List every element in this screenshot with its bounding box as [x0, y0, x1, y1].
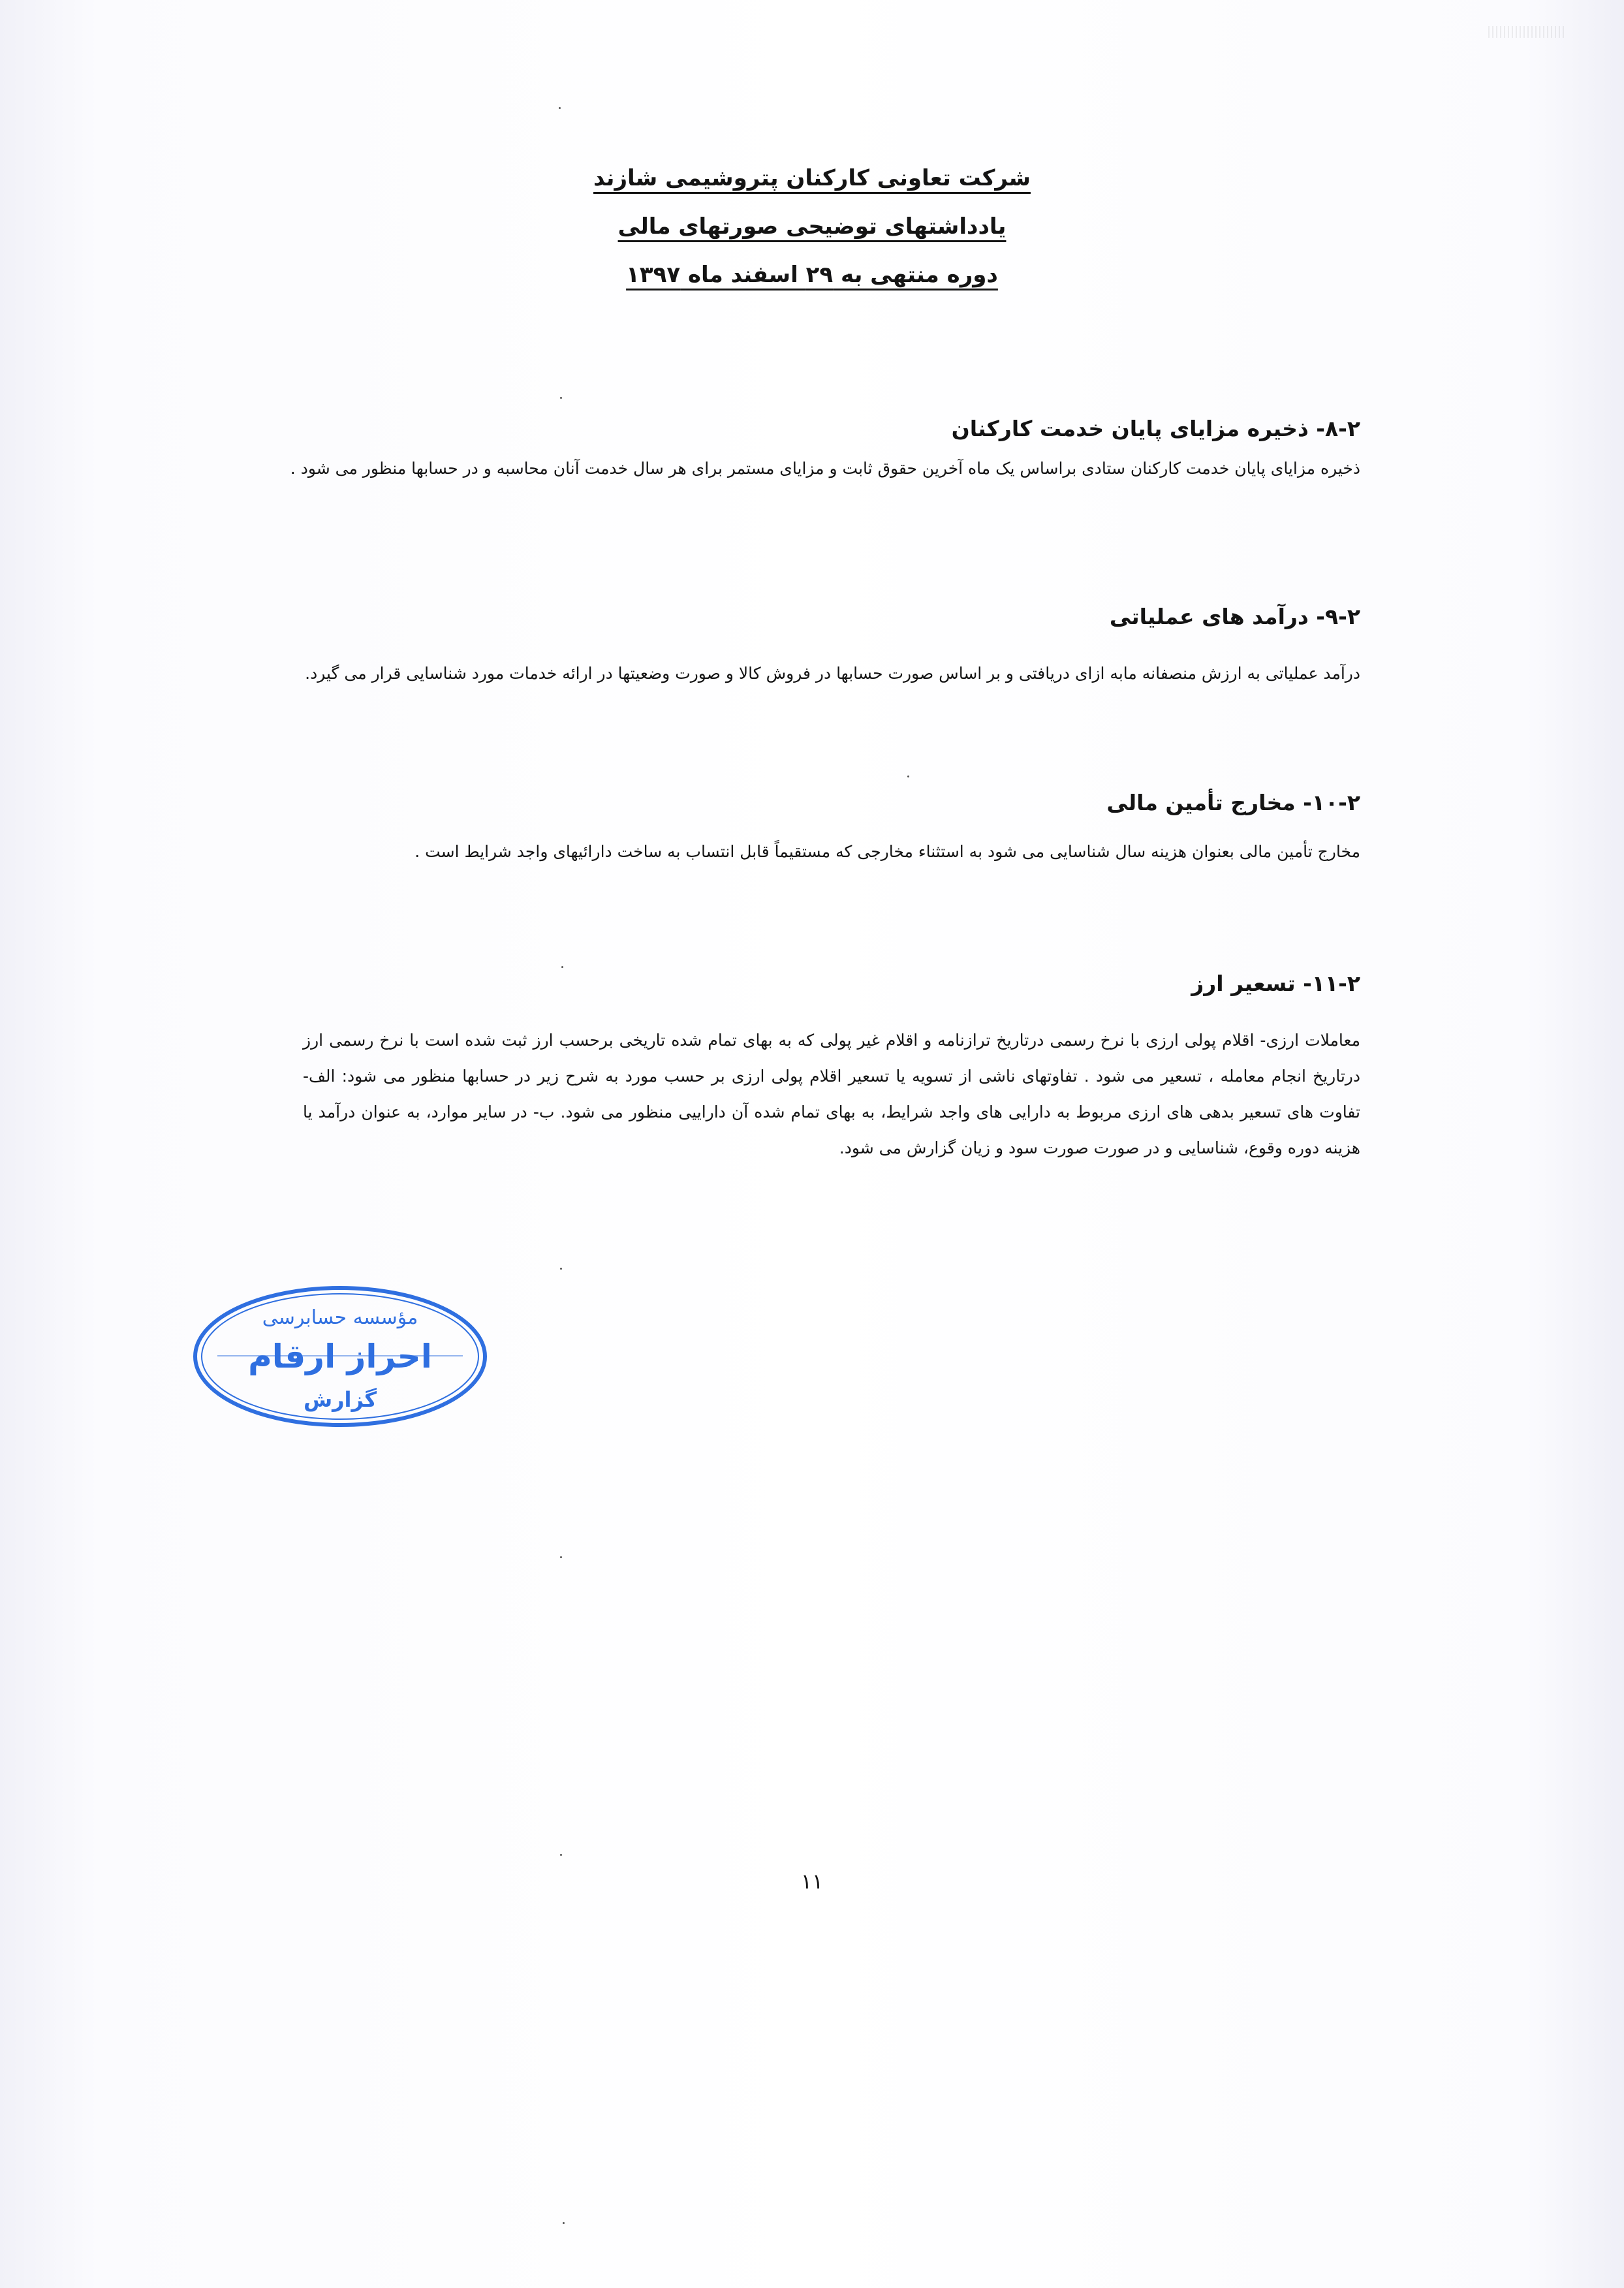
section-8-2 [283, 413, 1360, 486]
scan-speck [560, 1854, 562, 1856]
report-subtitle: یادداشتهای توضیحی صورتهای مالی [617, 213, 1007, 240]
scan-speck [559, 107, 561, 109]
scan-speck [560, 1556, 562, 1558]
stamp-bottom-text: گزارش [303, 1387, 377, 1412]
section-body: درآمد عملیاتی به ارزش منصفانه مابه ازای دریافتی و بر اساس صورت حسابها در فروش کالا و صورت وضعیتها در ارائه خدمات مورد شناسایی قرار می گیرد. [305, 664, 1360, 683]
section-11-2 [303, 967, 1360, 1166]
scan-speck [907, 776, 909, 777]
scan-speck [561, 966, 563, 968]
section-body: معاملات ارزی- اقلام پولی ارزی با نرخ رسمی درتاریخ ترازنامه و اقلام غیر پولی که به بهای تمام شده تاریخی برحسب ارز ثبت شده است با نرخ رسمی ارز درتاریخ انجام معامله ، تسعیر می شود . تفاوتهای ناشی از تسویه یا تسعیر اقلام پولی ارزی بر حسب مورد به شرح زیر در حسابها منظور می شود: الف- تفاوت های تسعیر بدهی های ارزی مربوط به دارایی های واجد شرایط، به بهای تمام شده آن داراییی منظور می شود. ب- در سایر موارد، به عنوان درآمد یا هزینه دوره وقوع، شناسایی و در صورت صورت سود و زیان گزارش می شود. [303, 1031, 1360, 1157]
auditor-stamp [191, 1283, 489, 1430]
section-heading: ۹-۲- درآمد های عملیاتی [1109, 604, 1360, 629]
document-header [0, 154, 1624, 299]
page-number: ۱۱ [800, 1869, 824, 1894]
section-body: ذخیره مزایای پایان خدمت کارکنان ستادی براساس یک ماه آخرین حقوق ثابت و مزایای مستمر برای هر سال خدمت آنان محاسبه و در حسابها منظور می شود . [290, 459, 1360, 478]
stamp-middle-text: احراز ارقام [248, 1338, 432, 1375]
section-heading: ۱۱-۲- تسعیر ارز [1191, 971, 1360, 996]
stamp-top-text: مؤسسه حسابرسی [262, 1306, 418, 1329]
scan-speck [560, 1268, 562, 1270]
scan-artifact [1488, 26, 1567, 38]
section-10-2 [283, 787, 1360, 870]
scan-speck [560, 397, 562, 399]
section-heading: ۸-۲- ذخیره مزایای پایان خدمت کارکنان [951, 416, 1360, 441]
section-body: مخارج تأمین مالی بعنوان هزینه سال شناسایی می شود به استثناء مخارجی که مستقیماً قابل انتساب به ساخت دارائیهای واجد شرایط است . [414, 842, 1360, 861]
section-9-2 [283, 601, 1360, 691]
company-title: شرکت تعاونی کارکنان پتروشیمی شازند [593, 165, 1031, 191]
section-heading: ۱۰-۲- مخارج تأمین مالی [1106, 790, 1360, 815]
scan-speck [563, 2222, 565, 2224]
report-period: دوره منتهی به ۲۹ اسفند ماه ۱۳۹۷ [626, 262, 998, 288]
